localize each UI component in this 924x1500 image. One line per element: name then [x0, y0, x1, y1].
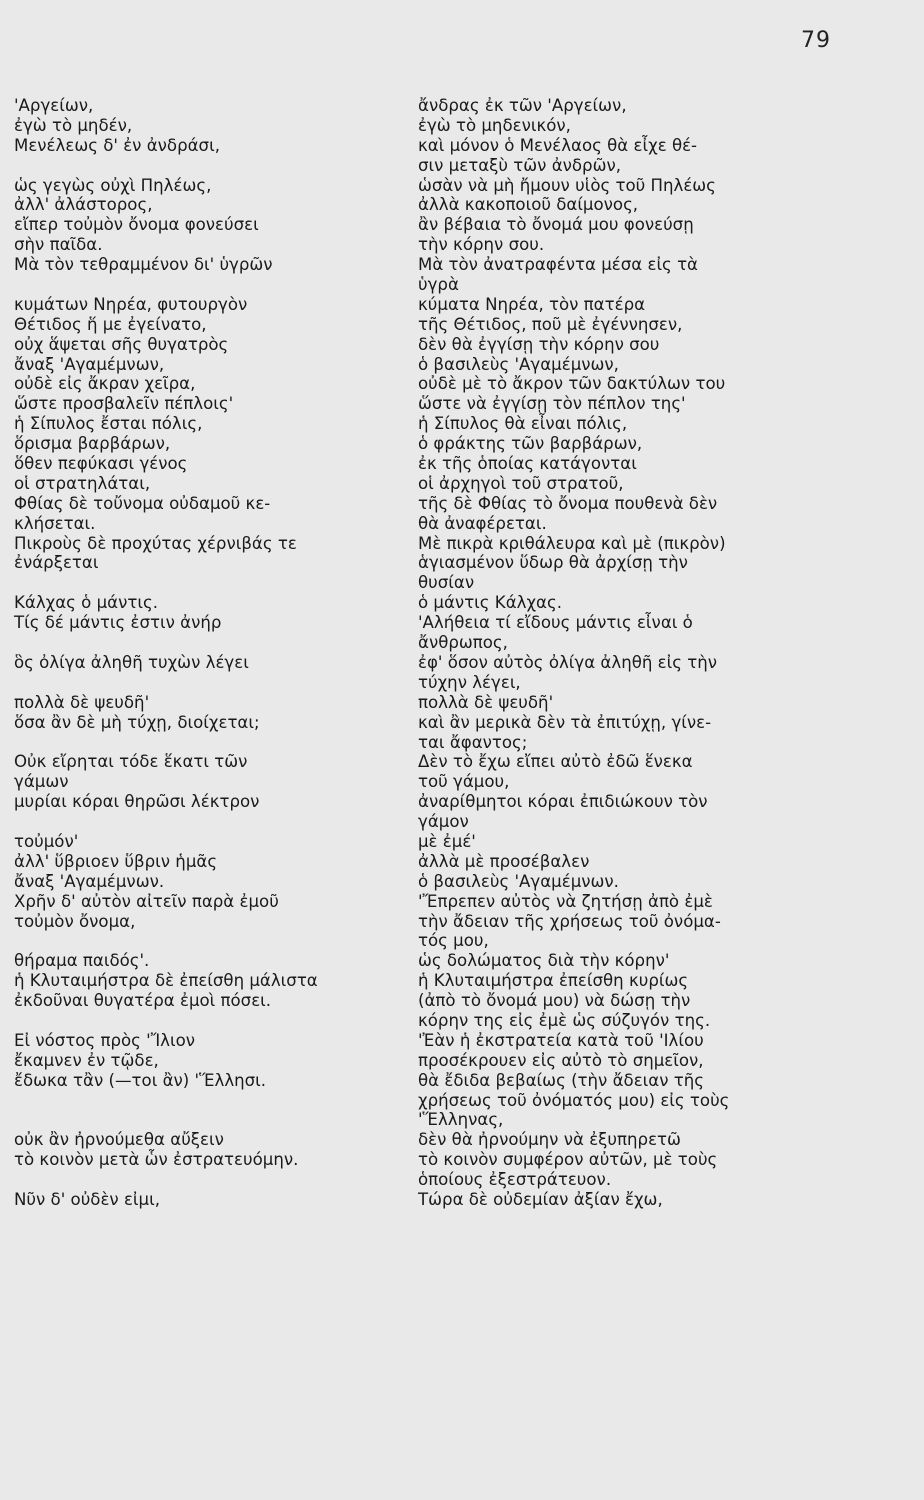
translation-text-line: χρήσεως τοῦ ὀνόματός μου) εἰς τοὺς — [418, 1090, 730, 1110]
translation-text-line: Τώρα δὲ οὐδεμίαν ἀξίαν ἔχω, — [418, 1189, 663, 1209]
original-text-line — [14, 1170, 414, 1190]
translation-text-line: 'Ἐὰν ἡ ἐκστρατεία κατὰ τοῦ 'Ιλίου — [418, 1030, 704, 1050]
translation-text-line: ὁ μάντις Κάλχας. — [418, 593, 562, 613]
translation-text-line: θὰ ἔδιδα βεβαίως (τὴν ἄδειαν τῆς — [418, 1070, 705, 1090]
original-text-line — [14, 673, 414, 693]
original-text-line: Κάλχας ὁ μάντις. — [14, 593, 158, 613]
original-text-line: Οὐκ εἴρηται τόδε ἕκατι τῶν — [14, 752, 248, 772]
original-text-line — [14, 733, 414, 753]
original-text-line: Μὰ τὸν τεθραμμένον δι' ὑγρῶν — [14, 255, 273, 275]
translation-text-line: ἄνθρωπος, — [418, 633, 508, 653]
translation-text-line: τὴν ἄδειαν τῆς χρήσεως τοῦ ὀνόμα- — [418, 911, 721, 931]
original-text-line: ἄναξ 'Αγαμέμνων. — [14, 871, 165, 891]
translation-text-line: ται ἄφαντος; — [418, 732, 528, 752]
translation-text-line: ὁποίους ἐξεστράτευον. — [418, 1170, 612, 1190]
original-text-line: ἡ Σίπυλος ἔσται πόλις, — [14, 414, 203, 434]
original-text-line — [14, 573, 414, 593]
original-text-line: εἴπερ τοὐμὸν ὄνομα φονεύσει — [14, 215, 259, 235]
original-text-line — [14, 1110, 414, 1130]
original-text-line: Νῦν δ' οὐδὲν εἰμι, — [14, 1189, 160, 1209]
original-text-line: ὡς γεγὼς οὐχὶ Πηλέως, — [14, 175, 212, 195]
translation-text-line: τοῦ γάμου, — [418, 772, 510, 792]
original-text-line: ἐνάρξεται — [14, 553, 99, 573]
original-text-line: ἄναξ 'Αγαμέμνων, — [14, 354, 165, 374]
translation-text-line: τός μου, — [418, 931, 489, 951]
translation-text-line: Μὰ τὸν ἀνατραφέντα μέσα εἰς τὰ — [418, 255, 698, 275]
translation-text-line: ἡ Κλυταιμήστρα ἐπείσθη κυρίως — [418, 971, 689, 991]
original-text-line: ὅθεν πεφύκασι γένος — [14, 454, 188, 474]
original-text-line: ἐκδοῦναι θυγατέρα ἐμοὶ πόσει. — [14, 991, 272, 1011]
translation-text-line: ἄνδρας ἐκ τῶν 'Αργείων, — [418, 96, 627, 115]
original-text-line: ὅρισμα βαρβάρων, — [14, 434, 171, 454]
translation-text-line: γάμον — [418, 812, 469, 832]
translation-text-line: τὸ κοινὸν συμφέρον αὐτῶν, μὲ τοὺς — [418, 1150, 718, 1170]
translation-text-line: ἐκ τῆς ὁποίας κατάγονται — [418, 454, 637, 474]
original-text-line: κλήσεται. — [14, 513, 96, 533]
translation-text-line: (ἀπὸ τὸ ὄνομά μου) νὰ δώσῃ τὴν — [418, 991, 691, 1011]
original-text-line: Μενέλεως δ' ἐν ἀνδράσι, — [14, 135, 220, 155]
translation-text-line: καὶ μόνον ὁ Μενέλαος θὰ εἶχε θέ- — [418, 135, 698, 155]
translation-text-line: καὶ ἂν μερικὰ δὲν τὰ ἐπιτύχῃ, γίνε- — [418, 712, 712, 732]
translation-text-line: 'Ἕλληνας, — [418, 1110, 504, 1130]
original-text-line: ὃς ὀλίγα ἀληθῆ τυχὼν λέγει — [14, 652, 249, 672]
translation-text-line: θὰ ἀναφέρεται. — [418, 513, 547, 533]
translation-text-line: πολλὰ δὲ ψευδῆ' — [418, 692, 554, 712]
translation-text-line: τὴν κόρην σου. — [418, 235, 545, 255]
original-text-line — [14, 931, 414, 951]
original-text-line: σὴν παῖδα. — [14, 235, 103, 255]
translation-text-line: ἐγὼ τὸ μηδενικόν, — [418, 115, 571, 135]
translation-text-line: κόρην της εἰς ἐμὲ ὡς σύζυγόν της. — [418, 1010, 711, 1030]
page-number: 79 — [801, 28, 831, 53]
translation-text-line: Μὲ πικρὰ κριθάλευρα καὶ μὲ (πικρὸν) — [418, 533, 726, 553]
translation-text-line: ἀλλὰ κακοποιοῦ δαίμονος, — [418, 195, 639, 215]
translation-text-line: ἂν βέβαια τὸ ὄνομά μου φονεύσῃ — [418, 215, 694, 235]
original-text-line: ἀλλ' ἀλάστορος, — [14, 195, 153, 215]
translation-text-line: τύχην λέγει, — [418, 672, 521, 692]
translation-text-line: τῆς δὲ Φθίας τὸ ὄνομα πουθενὰ δὲν — [418, 493, 718, 513]
original-text-line — [14, 275, 414, 295]
original-text-line: οὐκ ἂν ἠρνούμεθα αὔξειν — [14, 1130, 224, 1150]
translation-text-line: δὲν θὰ ἠρνούμην νὰ ἐξυπηρετῶ — [418, 1130, 681, 1150]
original-text-line: 'Αργείων, — [14, 96, 94, 115]
translation-text-line: ὡσὰν νὰ μὴ ἤμουν υἱὸς τοῦ Πηλέως — [418, 175, 716, 195]
translation-text-line: ἀναρίθμητοι κόραι ἐπιδιώκουν τὸν — [418, 792, 708, 812]
original-text-line: ἡ Κλυταιμήστρα δὲ ἐπείσθη μάλιστα — [14, 971, 318, 991]
translation-text-line: ὁ βασιλεὺς 'Αγαμέμνων, — [418, 354, 619, 374]
original-text-line: τοὐμὸν ὄνομα, — [14, 911, 136, 931]
original-text-line: μυρίαι κόραι θηρῶσι λέκτρον — [14, 792, 260, 812]
original-text-line — [14, 156, 414, 176]
translation-text-line: ὁ φράκτης τῶν βαρβάρων, — [418, 434, 643, 454]
original-text-line: οἱ στρατηλάται, — [14, 473, 151, 493]
translation-text-line: τῆς Θέτιδος, ποῦ μὲ ἐγέννησεν, — [418, 314, 683, 334]
translation-text-line: ἡ Σίπυλος θὰ εἶναι πόλις, — [418, 414, 628, 434]
translation-text-line: ἀλλὰ μὲ προσέβαλεν — [418, 851, 590, 871]
original-text-line: ὥστε προσβαλεῖν πέπλοις' — [14, 394, 234, 414]
translation-text-line: ὥστε νὰ ἐγγίσῃ τὸν πέπλον της' — [418, 394, 686, 414]
original-text-line: οὐδὲ εἰς ἄκραν χεῖρα, — [14, 374, 196, 394]
original-text-line: πολλὰ δὲ ψευδῆ' — [14, 692, 150, 712]
original-text-line: Φθίας δὲ τοὔνομα οὐδαμοῦ κε- — [14, 493, 271, 513]
translation-text-line: προσέκρουεν εἰς αὐτὸ τὸ σημεῖον, — [418, 1050, 704, 1070]
original-text-line — [14, 1011, 414, 1031]
translation-text-line: ὁ βασιλεὺς 'Αγαμέμνων. — [418, 871, 619, 891]
original-text-line: ἐγὼ τὸ μηδέν, — [14, 115, 133, 135]
original-text-line: Τίς δέ μάντις ἐστιν ἀνήρ — [14, 613, 222, 633]
original-text-line: ἔδωκα τἂν (—τοι ἂν) 'Ἕλλησι. — [14, 1070, 267, 1090]
original-text-line: ἔκαμνεν ἐν τῷδε, — [14, 1050, 159, 1070]
translation-text-line: 'Αλήθεια τί εἴδους μάντις εἶναι ὁ — [418, 613, 693, 633]
original-text-line — [14, 633, 414, 653]
translation-text-line: σιν μεταξὺ τῶν ἀνδρῶν, — [418, 155, 622, 175]
translation-text-line: θυσίαν — [418, 573, 475, 593]
original-text-line — [14, 1091, 414, 1111]
translation-text-line: κύματα Νηρέα, τὸν πατέρα — [418, 294, 646, 314]
original-text-line: οὐχ ἅψεται σῆς θυγατρὸς — [14, 334, 229, 354]
original-text-line: Θέτιδος ἥ με ἐγείνατο, — [14, 314, 207, 334]
translation-text-line: Δὲν τὸ ἔχω εἴπει αὐτὸ ἐδῶ ἕνεκα — [418, 752, 693, 772]
original-text-line: Πικροὺς δὲ προχύτας χέρνιβάς τε — [14, 533, 297, 553]
original-text-line: ὅσα ἂν δὲ μὴ τύχῃ, διοίχεται; — [14, 712, 260, 732]
original-text-line: τὸ κοινὸν μετὰ ὧν ἐστρατευόμην. — [14, 1150, 299, 1170]
translation-text-line: μὲ ἐμέ' — [418, 831, 476, 851]
original-text-line: γάμων — [14, 772, 69, 792]
translation-text-line: ὡς δολώματος διὰ τὴν κόρην' — [418, 951, 670, 971]
original-text-line: θήραμα παιδός'. — [14, 951, 150, 971]
original-text-line — [14, 812, 414, 832]
original-text-line: ἀλλ' ὕβριοεν ὕβριν ἡμᾶς — [14, 851, 218, 871]
original-text-line: κυμάτων Νηρέα, φυτουργὸν — [14, 294, 248, 314]
translation-text-line: 'Ἔπρεπεν αὐτὸς νὰ ζητήσῃ ἀπὸ ἐμὲ — [418, 891, 713, 911]
translation-text-line: οὐδὲ μὲ τὸ ἄκρον τῶν δακτύλων του — [418, 374, 726, 394]
translation-column — [418, 96, 848, 1210]
original-text-line: Χρῆν δ' αὐτὸν αἰτεῖν παρὰ ἐμοῦ — [14, 891, 279, 911]
translation-text-line: δὲν θὰ ἐγγίσῃ τὴν κόρην σου — [418, 334, 660, 354]
translation-text-line: οἱ ἀρχηγοὶ τοῦ στρατοῦ, — [418, 473, 624, 493]
translation-text-line: ἁγιασμένον ὕδωρ θὰ ἀρχίσῃ τὴν — [418, 553, 688, 573]
original-text-line: Εἰ νόστος πρὸς 'Ἴλιον — [14, 1030, 196, 1050]
greek-original-column — [14, 96, 414, 1210]
translation-text-line: ἐφ' ὅσον αὐτὸς ὀλίγα ἀληθῆ εἰς τὴν — [418, 652, 718, 672]
original-text-line: τοὐμόν' — [14, 831, 79, 851]
translation-text-line: ὑγρὰ — [418, 275, 459, 295]
